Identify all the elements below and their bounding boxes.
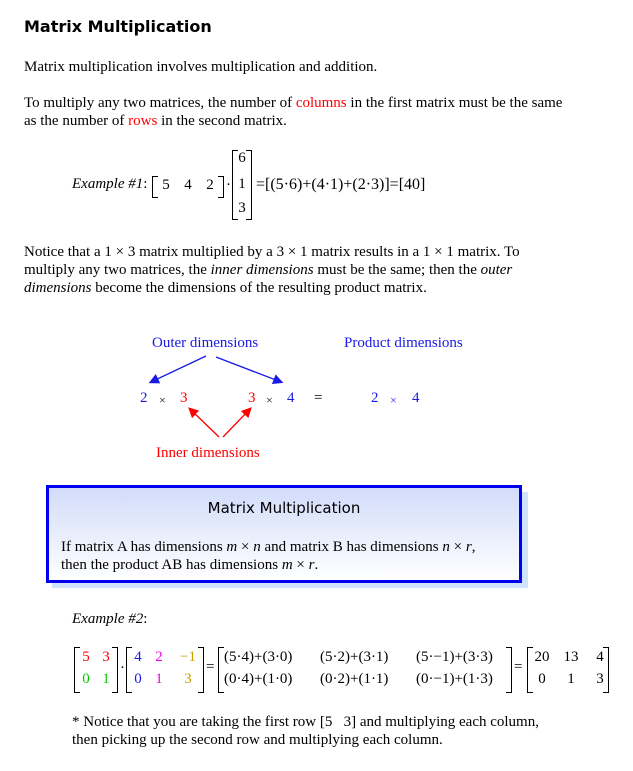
result-right-bracket (603, 647, 609, 693)
times-sign: × (159, 393, 166, 407)
rule-box (46, 485, 522, 583)
outer-dimensions-label: Outer dimensions (152, 335, 259, 351)
rule-text-part: as the number of (24, 113, 129, 129)
example-2-colon: : (143, 611, 148, 627)
outer-arrow-right (216, 357, 281, 382)
rule-box-text (61, 538, 521, 574)
times-sign: × (237, 539, 254, 555)
equals-sign: = (514, 659, 523, 675)
columns-highlight: columns (295, 95, 347, 111)
outer-arrow-left (151, 356, 206, 382)
times-sign: × (390, 393, 397, 407)
matrix-a-cell: 1 (102, 671, 110, 687)
matrix-b-cell: 4 (134, 649, 142, 665)
matrix-a-cell: 3 (102, 649, 110, 665)
products-right-bracket (506, 647, 512, 693)
footnote (72, 713, 633, 749)
matrix-a-right-bracket (112, 647, 118, 693)
matrix-b-cell: −1 (180, 649, 196, 665)
notice-line: must be the same; then the (313, 262, 481, 278)
var-n: n (442, 539, 450, 555)
example-1-expansion: =[(5·6)+(4·1)+(2·3)]=[40] (256, 176, 426, 193)
product-rows: 2 (371, 390, 379, 406)
times-sign: × (266, 393, 273, 407)
notice-line: multiply any two matrices, the (24, 262, 211, 278)
rule-box-title: Matrix Multiplication (207, 499, 361, 517)
product-entry: (0·4)+(1·0) (224, 671, 293, 687)
result-cell: 4 (596, 649, 604, 665)
product-dimensions-label: Product dimensions (344, 335, 463, 351)
rule-box-text-part: , (471, 539, 476, 555)
result-cell: 0 (538, 671, 546, 687)
rows-highlight: rows (128, 113, 158, 129)
example-1-label-text: Example #1 (72, 176, 144, 192)
product-entry: (5·−1)+(3·3) (416, 649, 493, 665)
result-cell: 13 (563, 649, 579, 665)
inner-dimensions-term: inner dimensions (210, 262, 314, 278)
var-r: r (465, 539, 472, 555)
matrix-a-cell: 0 (82, 671, 90, 687)
matrix-a-cell: 5 (82, 649, 90, 665)
matrix-a-rows: 2 (140, 390, 148, 406)
result-cell: 3 (596, 671, 604, 687)
intro-text: Matrix multiplication involves multiplication and addition. (24, 59, 378, 75)
footnote-line: then picking up the second row and multiplying each column. (72, 732, 443, 748)
col-vector-cell: 3 (238, 200, 246, 216)
col-vector-cell: 6 (238, 150, 246, 166)
product-cols: 4 (412, 390, 420, 406)
outer-dimensions-term: outer (480, 262, 513, 278)
rule-box-text-part: and matrix B has dimensions (260, 539, 443, 555)
notice-line: become the dimensions of the resulting product matrix. (91, 280, 427, 296)
rule-box-text-part: If matrix A has dimensions (61, 539, 227, 555)
rule-text-part: in the second matrix. (157, 113, 287, 129)
var-m: m (226, 539, 238, 555)
example-2-equation (0, 646, 633, 692)
inner-dimensions-label: Inner dimensions (156, 445, 260, 461)
result-cell: 20 (534, 649, 550, 665)
product-entry: (0·−1)+(1·3) (416, 671, 493, 687)
var-m: m (281, 557, 293, 573)
matrix-b-cols: 4 (287, 390, 295, 406)
matrix-b-cell: 3 (184, 671, 192, 687)
rule-text-part: To multiply any two matrices, the number of (24, 95, 296, 111)
equals-sign: = (314, 390, 323, 406)
notice-line: Notice that a 1 × 3 matrix multiplied by a 3 × 1 matrix results in a 1 × 1 matrix. To (24, 244, 520, 260)
matrix-b-right-bracket (198, 647, 204, 693)
matrix-b-cell: 2 (155, 649, 163, 665)
dot-operator: · (120, 660, 125, 676)
times-sign: × (292, 557, 309, 573)
var-r: r (308, 557, 315, 573)
times-sign: × (449, 539, 466, 555)
product-entry: (5·2)+(3·1) (320, 649, 389, 665)
matrix-b-cell: 1 (155, 671, 163, 687)
footnote-line: * Notice that you are taking the first row [5 3] and multiplying each column, (72, 714, 539, 730)
dot-operator: · (226, 177, 231, 193)
example-2-label-text: Example #2 (72, 611, 144, 627)
rule-text-part: in the first matrix must be the same (346, 95, 563, 111)
inner-arrow-right (223, 409, 250, 437)
row-vector-cell: 5 (162, 177, 170, 193)
var-n: n (253, 539, 261, 555)
matrix-b-rows: 3 (248, 390, 256, 406)
matrix-a-cols: 3 (180, 390, 188, 406)
outer-dimensions-term: dimensions (24, 280, 92, 296)
example-2-label (72, 611, 147, 628)
equals-sign: = (206, 659, 215, 675)
product-entry: (5·4)+(3·0) (224, 649, 293, 665)
result-cell: 1 (567, 671, 575, 687)
product-entry: (0·2)+(1·1) (320, 671, 389, 687)
rule-box-text-part: . (314, 557, 319, 573)
matrix-b-cell: 0 (134, 671, 142, 687)
inner-arrow-left (190, 409, 219, 437)
col-vector-cell: 1 (238, 176, 246, 192)
row-vector-cell: 2 (206, 177, 214, 193)
row-vector-cell: 4 (184, 177, 192, 193)
rule-box-text-part: then the product AB has dimensions (61, 557, 282, 573)
example-1-colon: : (143, 176, 148, 192)
page-title: Matrix Multiplication (24, 17, 212, 36)
